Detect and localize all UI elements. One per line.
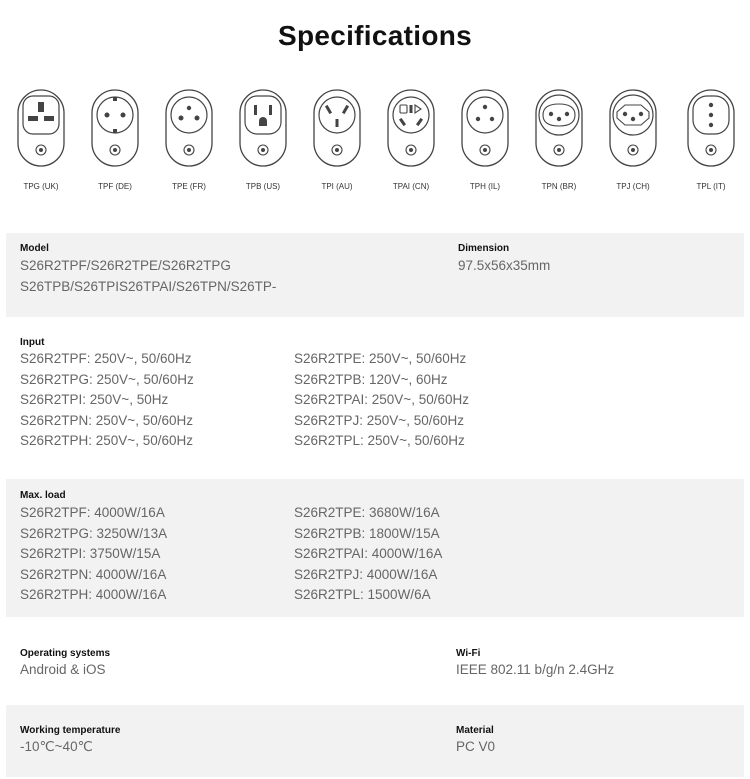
model-line: S26R2TPF/S26R2TPE/S26R2TPG xyxy=(20,258,231,273)
plug-label: TPAI (CN) xyxy=(392,182,430,191)
dimension-text: 97.5x56x35mm xyxy=(458,258,551,273)
wifi-label: Wi-Fi xyxy=(456,648,481,659)
material-value xyxy=(456,737,495,758)
input-item: S26R2TPH: 250V~, 50/60Hz xyxy=(20,433,193,448)
plug-label: TPL (IT) xyxy=(696,182,726,191)
plug-label: TPN (BR) xyxy=(541,182,577,191)
os-value xyxy=(20,660,106,681)
input-item: S26R2TPG: 250V~, 50/60Hz xyxy=(20,371,194,387)
plug-us xyxy=(226,88,300,191)
model-section xyxy=(6,233,744,317)
cn-plug-icon xyxy=(386,88,436,168)
material-label: Material xyxy=(456,725,494,736)
plug-label: TPG (UK) xyxy=(23,182,59,191)
max-load-item: S26R2TPB: 1800W/15A xyxy=(294,525,440,541)
plug-it xyxy=(674,88,748,191)
max-load-item: S26R2TPI: 3750W/15A xyxy=(20,546,161,561)
model-value xyxy=(20,256,276,297)
model-label: Model xyxy=(20,243,49,254)
plug-label: TPB (US) xyxy=(245,182,281,191)
page-title: Specifications xyxy=(277,20,473,51)
plug-uk xyxy=(4,88,78,191)
input-section xyxy=(6,333,744,463)
input-item: S26R2TPN: 250V~, 50/60Hz xyxy=(20,412,193,428)
uk-plug-icon xyxy=(16,88,66,168)
max-load-item: S26R2TPE: 3680W/16A xyxy=(294,505,440,520)
input-item: S26R2TPJ: 250V~, 50/60Hz xyxy=(294,412,464,428)
max-load-item: S26R2TPN: 4000W/16A xyxy=(20,566,167,582)
max-load-item: S26R2TPH: 4000W/16A xyxy=(20,587,167,602)
temperature-label: Working temperature xyxy=(20,725,121,736)
plug-au xyxy=(300,88,374,191)
wifi-text: IEEE 802.11 b/g/n 2.4GHz xyxy=(456,662,615,677)
plug-label: TPI (AU) xyxy=(321,182,353,191)
plug-label: TPJ (CH) xyxy=(616,182,650,191)
plug-cn xyxy=(374,88,448,191)
max-load-section xyxy=(6,479,744,617)
os-label: Operating systems xyxy=(20,648,111,659)
temperature-text: -10℃~40℃ xyxy=(20,739,93,754)
max-load-item: S26R2TPF: 4000W/16A xyxy=(20,505,165,520)
it-plug-icon xyxy=(686,88,736,168)
input-item: S26R2TPF: 250V~, 50/60Hz xyxy=(20,351,192,366)
max-load-item: S26R2TPJ: 4000W/16A xyxy=(294,566,438,582)
temp-material-section xyxy=(6,705,744,777)
plug-type-row xyxy=(0,88,750,198)
os-wifi-section xyxy=(6,633,744,693)
temperature-value xyxy=(20,737,93,758)
max-load-item: S26R2TPAI: 4000W/16A xyxy=(294,546,443,561)
plug-de xyxy=(78,88,152,191)
max-load-item: S26R2TPG: 3250W/13A xyxy=(20,525,168,541)
input-item: S26R2TPAI: 250V~, 50/60Hz xyxy=(294,392,469,407)
dimension-value xyxy=(458,256,550,277)
us-plug-icon xyxy=(238,88,288,168)
au-plug-icon xyxy=(312,88,362,168)
max-load-label: Max. load xyxy=(20,490,66,501)
plug-br xyxy=(522,88,596,191)
input-item: S26R2TPE: 250V~, 50/60Hz xyxy=(294,351,467,366)
os-text: Android & iOS xyxy=(20,662,106,677)
de-plug-icon xyxy=(90,88,140,168)
input-item: S26R2TPL: 250V~, 50/60Hz xyxy=(294,433,465,448)
plug-ch xyxy=(596,88,670,191)
material-text: PC V0 xyxy=(456,739,496,754)
max-load-item: S26R2TPL: 1500W/6A xyxy=(294,587,431,602)
plug-fr xyxy=(152,88,226,191)
max-load-right-list xyxy=(294,503,442,606)
plug-label: TPH (IL) xyxy=(469,182,501,191)
model-line: S26TPB/S26TPIS26TPAI/S26TPN/S26TP- xyxy=(20,278,277,294)
plug-label: TPE (FR) xyxy=(172,182,206,191)
input-right-list xyxy=(294,349,469,452)
wifi-value xyxy=(456,660,614,681)
dimension-label: Dimension xyxy=(458,243,510,254)
plug-label: TPF (DE) xyxy=(98,182,132,191)
input-label: Input xyxy=(20,337,45,348)
input-item: S26R2TPB: 120V~, 60Hz xyxy=(294,371,448,387)
plug-il xyxy=(448,88,522,191)
il-plug-icon xyxy=(460,88,510,168)
input-left-list xyxy=(20,349,194,452)
max-load-left-list xyxy=(20,503,167,606)
fr-plug-icon xyxy=(164,88,214,168)
input-item: S26R2TPI: 250V~, 50Hz xyxy=(20,392,169,407)
br-plug-icon xyxy=(534,88,584,168)
ch-plug-icon xyxy=(608,88,658,168)
